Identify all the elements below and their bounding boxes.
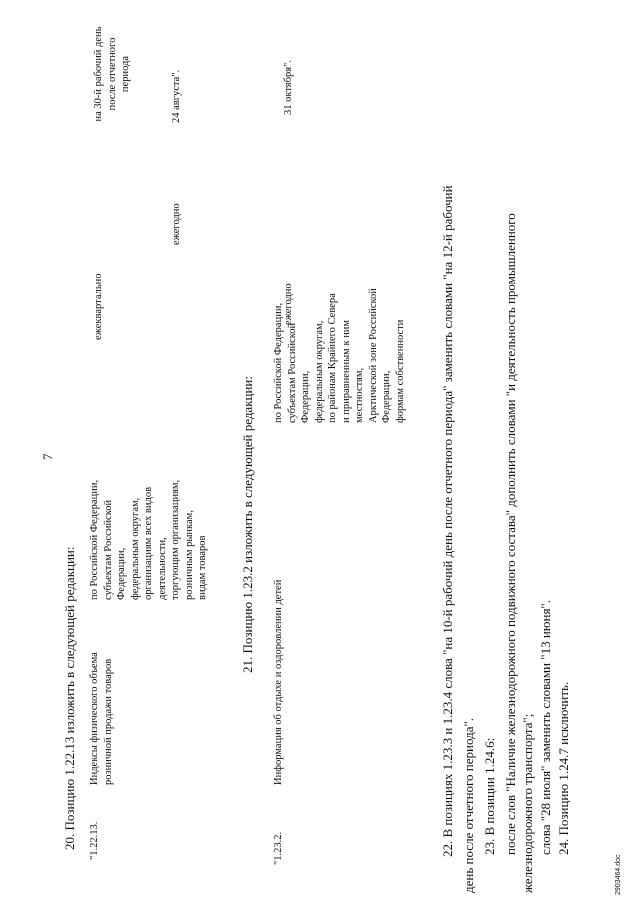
- item-20-period-b: ежегодно: [171, 203, 182, 245]
- item-20-deadline-b: 24 августа".: [171, 69, 182, 123]
- item-20-detail-b: торгующим организациям, розничным рынкам, видам товаров: [170, 479, 208, 600]
- item-20-period-a: ежеквартально: [93, 273, 104, 340]
- item-20-heading: 20. Позицию 1.22.13 изложить в следующей редакции:: [62, 546, 77, 850]
- item-23-line-2: железнодорожного транспорта";: [520, 713, 535, 893]
- page-number: 7: [40, 453, 55, 460]
- item-21-heading: 21. Позицию 1.23.2 изложить в следующей редакции:: [240, 375, 255, 673]
- item-23-line-1: после слов "Наличие железнодорожного подвижного состава" дополнить словами "и деятельность промышленного: [503, 213, 518, 855]
- item-21-period: ежегодно: [283, 283, 294, 325]
- item-24: 24. Позицию 1.24.7 исключить.: [556, 681, 571, 855]
- item-22-line-2: день после отчетного периода".: [461, 717, 476, 893]
- item-20-detail-a: по Российской Федерации, субъектам Российской Федерации, федеральным округам, организациям всех видов деятельности,: [89, 479, 168, 600]
- item-21-detail: по Российской Федерации, субъектам Российской Федерации, федеральным округам, по районам Крайнего Севера и приравненным к ним местностям, Арктической зоне Российской Федерации, формам собственности: [273, 288, 406, 423]
- item-23-heading: 23. В позиции 1.24.6:: [482, 737, 497, 855]
- item-20-name: Индексы физического объема розничной продажи товаров: [89, 652, 114, 785]
- item-21-code: "1.23.2.: [273, 831, 284, 865]
- item-22-line-1: 22. В позициях 1.23.3 и 1.23.4 слова "на 10-й рабочий день после отчетного периода" заменить словами "на 12-й рабочий: [440, 185, 455, 857]
- file-id: 2903464.doc: [615, 854, 622, 895]
- item-20-code: "1.22.13.: [89, 821, 100, 860]
- item-21-deadline: 31 октября".: [283, 60, 294, 115]
- item-23-line-3: слова "28 июля" заменить словами "13 июня".: [538, 600, 553, 855]
- item-20-deadline-a: на 30-й рабочий день после отчетного периода: [93, 26, 131, 122]
- item-21-name: Информация об отдыхе и оздоровлении детей: [273, 579, 284, 785]
